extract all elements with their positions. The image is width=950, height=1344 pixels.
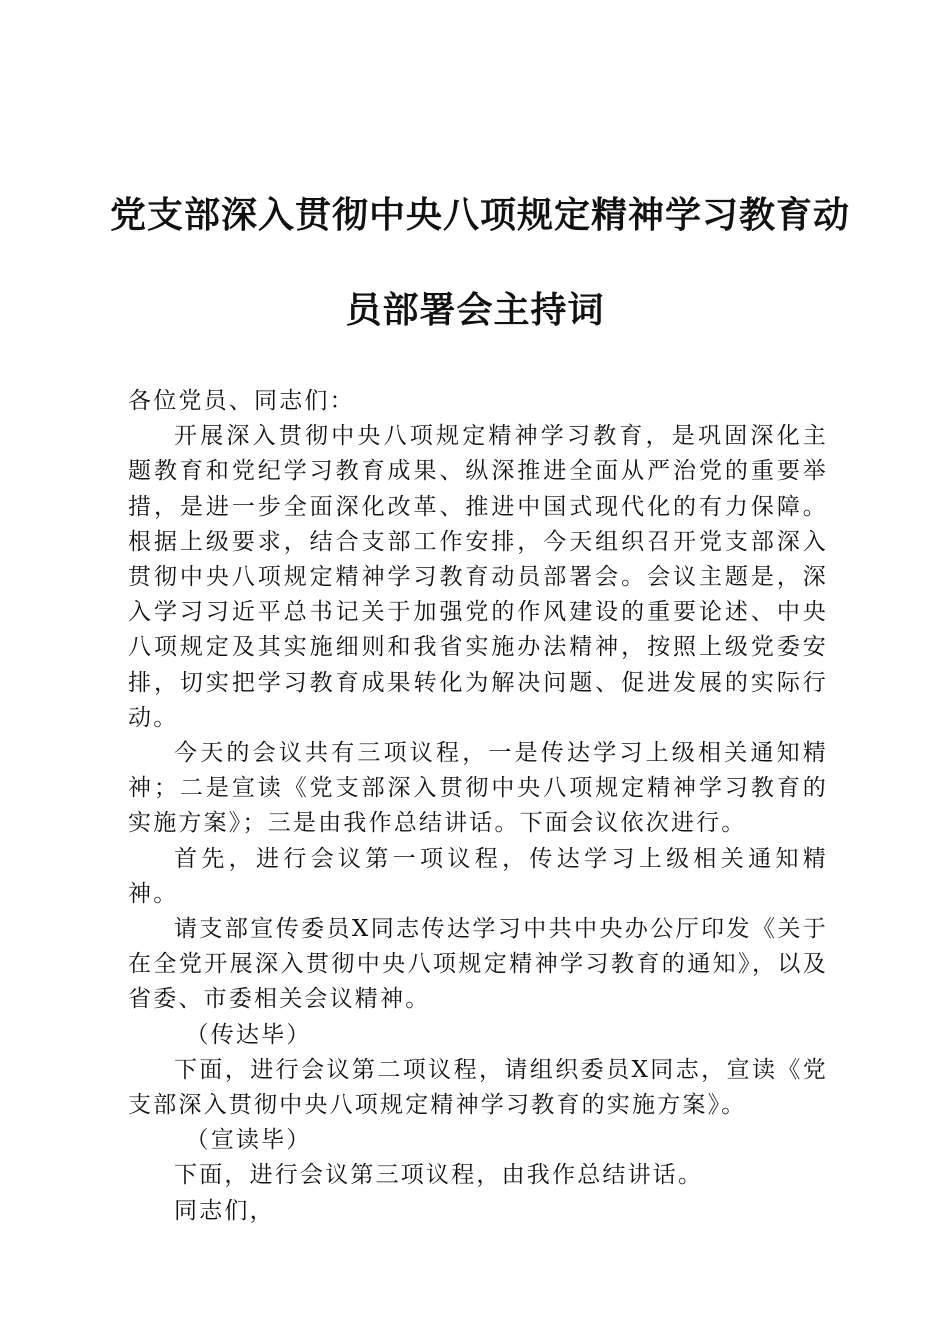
paragraph-closing-address: 同志们， xyxy=(174,1197,275,1224)
paragraph-third-item: 下面，进行会议第三项议程，由我作总结讲话。 xyxy=(174,1162,704,1189)
document-body xyxy=(128,384,828,1229)
note-convey-done: （传达毕） xyxy=(185,1021,312,1048)
paragraph-second-item: 下面，进行会议第二项议程，请组织委员X同志，宣读《党支部深入贯彻中央八项规定精神学习教育的实施方案》。 xyxy=(128,1056,828,1119)
paragraph-first-item: 首先，进行会议第一项议程，传达学习上级相关通知精神。 xyxy=(128,845,828,907)
greeting: 各位党员、同志们： xyxy=(128,388,355,414)
paragraph-intro: 开展深入贯彻中央八项规定精神学习教育，是巩固深化主题教育和党纪学习教育成果、纵深推进全面从严治党的重要举措，是进一步全面深化改革、推进中国式现代化的有力保障。根据上级要求，结合支部工作安排，今天组织召开党支部深入贯彻中央八项规定精神学习教育动员部署会。会议主题是，深入学习习近平总书记关于加强党的作风建设的重要论述、中央八项规定及其实施细则和我省实施办法精神，按照上级党委安排，切实把学习教育成果转化为解决问题、促进发展的实际行动。 xyxy=(128,423,828,731)
document-title-line-2: 员部署会主持词 xyxy=(345,289,605,331)
paragraph-first-item-detail: 请支部宣传委员X同志传达学习中共中央办公厅印发《关于在全党开展深入贯彻中央八项规定精神学习教育的通知》，以及省委、市委相关会议精神。 xyxy=(128,916,828,1013)
document-title-line-1: 党支部深入贯彻中央八项规定精神学习教育动 xyxy=(110,194,851,236)
note-reading-done: （宣读毕） xyxy=(185,1127,312,1154)
paragraph-agenda: 今天的会议共有三项议程，一是传达学习上级相关通知精神；二是宣读《党支部深入贯彻中央八项规定精神学习教育的实施方案》；三是由我作总结讲话。下面会议依次进行。 xyxy=(128,740,828,837)
